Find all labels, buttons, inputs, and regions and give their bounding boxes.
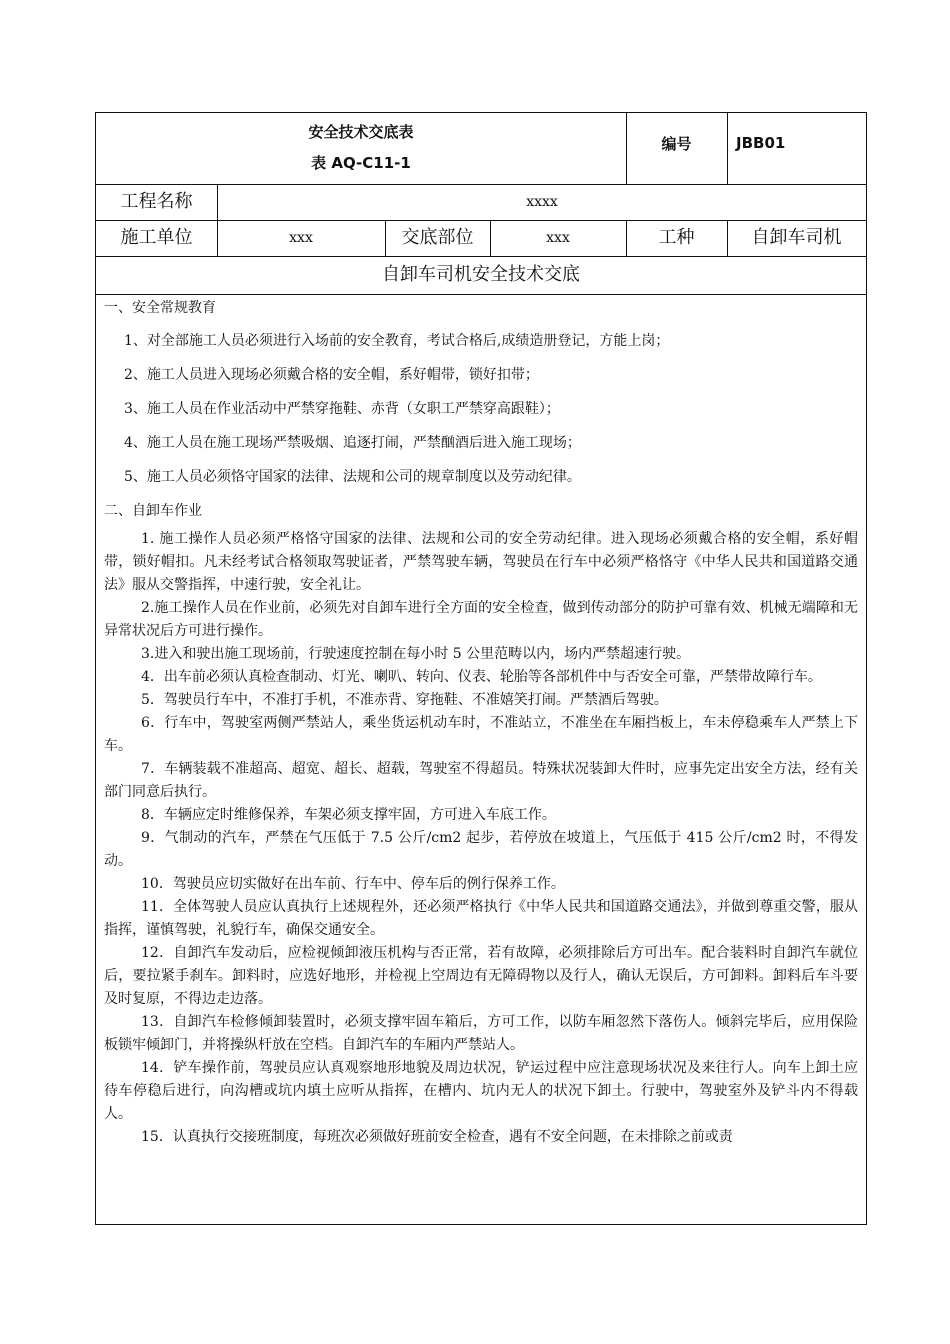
list-item: 2、施工人员进入现场必须戴合格的安全帽，系好帽带，锁好扣带； [124, 366, 539, 383]
disclosure-subject: 自卸车司机安全技术交底 [382, 264, 580, 285]
list-item: 15．认真执行交接班制度，每班次必须做好班前安全检查，遇有不安全问题，在未排除之前或责 [141, 1129, 733, 1145]
list-item: 5．驾驶员行车中，不准打手机，不准赤背、穿拖鞋、不准嬉笑打闹。严禁酒后驾驶。 [141, 692, 668, 708]
list-item: 9．气制动的汽车，严禁在气压低于 7.5 公斤/cm2 起步，若停放在坡道上，气压低于 415 公斤/cm2 时，不得发动。 [104, 830, 858, 869]
list-item: 5、施工人员必须恪守国家的法律、法规和公司的规章制度以及劳动纪律。 [124, 468, 581, 485]
list-item: 8．车辆应定时维修保养，车架必须支撑牢固，方可进入车底工作。 [141, 807, 556, 823]
list-item: 13．自卸汽车检修倾卸装置时，必须支撑牢固车箱后，方可工作，以防车厢忽然下落伤人。倾斜完毕后，应用保险板锁牢倾卸门，并将操纵杆放在空档。自卸汽车的车厢内严禁站人。 [104, 1014, 858, 1053]
list-item: 12．自卸汽车发动后，应检视倾卸液压机构与否正常，若有故障，必须排除后方可出车。配合装料时自卸汽车就位后，要拉紧手刹车。卸料时，应选好地形，并检视上空周边有无障碍物以及行人，确认无误后，方可卸料。卸料后车斗要及时复原，不得边走边落。 [104, 945, 858, 1007]
list-item: 6．行车中，驾驶室两侧严禁站人，乘坐货运机动车时，不准站立，不准坐在车厢挡板上，车未停稳乘车人严禁上下车。 [104, 715, 858, 754]
disclosure-part-label: 交底部位 [401, 227, 474, 248]
list-item: 10．驾驶员应切实做好在出车前、行车中、停车后的例行保养工作。 [141, 876, 565, 892]
column-divider [727, 113, 728, 184]
construction-unit-value: xxx [289, 230, 313, 246]
disclosure-part-value: xxx [546, 230, 570, 246]
list-item: 14．铲车操作前，驾驶员应认真观察地形地貌及周边状况，铲运过程中应注意现场状况及来往行人。向车上卸土应待车停稳后进行，向沟槽或坑内填土应听从指挥，在槽内、坑内无人的状况下卸土。行驶中，驾驶室外及铲斗内不得载人。 [104, 1060, 858, 1122]
form-code: 表 AQ-C11-1 [311, 153, 411, 172]
number-value: JBB01 [736, 134, 786, 152]
list-item: 11．全体驾驶人员应认真执行上述规程外，还必须严格执行《中华人民共和国道路交通法》，并做到尊重交警，服从指挥，谨慎驾驶，礼貌行车，确保交通安全。 [104, 899, 858, 938]
list-item: 3、施工人员在作业活动中严禁穿拖鞋、赤背（女职工严禁穿高跟鞋）； [124, 400, 560, 417]
trade-value: 自卸车司机 [751, 227, 842, 248]
trade-label: 工种 [658, 227, 695, 248]
number-label: 编号 [661, 134, 692, 153]
list-item: 4．出车前必须认真检查制动、灯光、喇叭、转向、仪表、轮胎等各部机件中与否安全可靠，严禁带故障行车。 [141, 669, 822, 685]
disclosure-form [95, 112, 867, 1225]
list-item: 1. 施工操作人员必须严格恪守国家的法律、法规和公司的安全劳动纪律。进入现场必须戴合格的安全帽，系好帽带，锁好帽扣。凡未经考试合格领取驾驶证者，严禁驾驶车辆，驾驶员在行车中必须严格恪守《中华人民共和国道路交通法》服从交警指挥，中速行驶，安全礼让。 [104, 531, 858, 593]
section-heading: 二、自卸车作业 [104, 502, 202, 519]
section-heading: 一、安全常规教育 [104, 299, 216, 316]
list-item: 4、施工人员在施工现场严禁吸烟、追逐打闹，严禁酗酒后进入施工现场； [124, 434, 581, 451]
list-item: 1、对全部施工人员必须进行入场前的安全教育，考试合格后,成绩造册登记，方能上岗； [124, 332, 670, 349]
form-title: 安全技术交底表 [308, 122, 414, 141]
disclosure-body [104, 295, 858, 1149]
list-item: 3.进入和驶出施工现场前，行驶速度控制在每小时 5 公里范畴以内，场内严禁超速行驶。 [141, 646, 691, 662]
list-item: 7．车辆装载不准超高、超宽、超长、超载，驾驶室不得超员。特殊状况装卸大件时，应事先定出安全方法，经有关部门同意后执行。 [104, 761, 858, 800]
list-item: 2.施工操作人员在作业前，必须先对自卸车进行全方面的安全检查，做到传动部分的防护可靠有效、机械无端障和无异常状况后方可进行操作。 [104, 600, 858, 639]
project-name-value: xxxx [526, 194, 558, 210]
construction-unit-label: 施工单位 [120, 227, 193, 248]
project-name-label: 工程名称 [120, 191, 193, 212]
